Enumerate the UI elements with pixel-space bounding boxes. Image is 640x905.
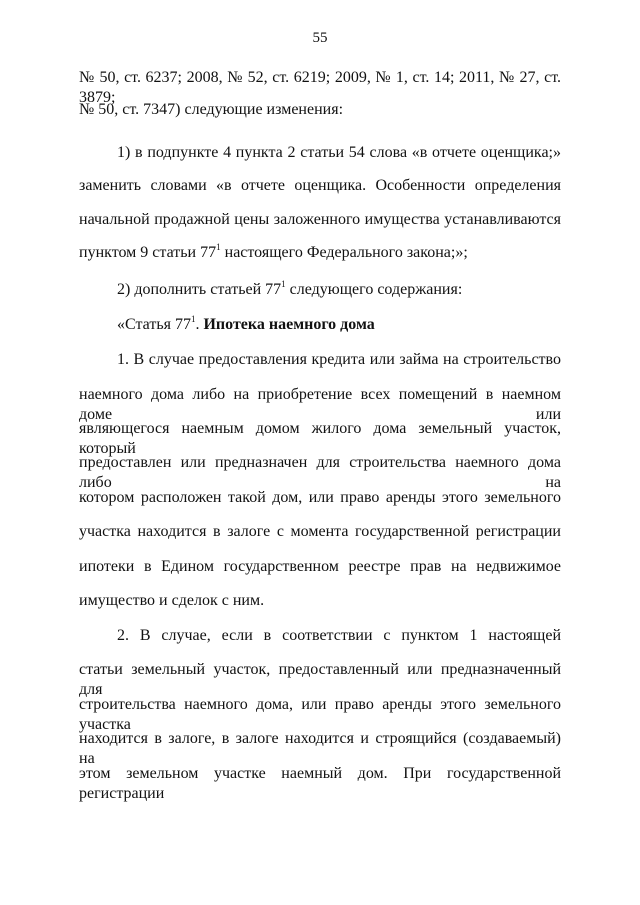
text-line: 1. В случае предоставления кредита или займа на строительство	[117, 351, 561, 368]
text-fragment: следующего содержания:	[285, 281, 463, 298]
text-line: № 50, ст. 7347) следующие изменения:	[79, 101, 344, 118]
page-number: 55	[312, 30, 328, 46]
text-line: начальной продажной цены заложенного имущества устанавливаются	[79, 211, 561, 228]
text-line: ипотеки в Едином государственном реестре прав на недвижимое	[79, 558, 561, 575]
text-line	[79, 243, 561, 263]
superscript: 1	[281, 278, 286, 289]
text-line: статьи земельный участок, предоставленный или предназначенный для	[79, 661, 561, 698]
article-title: Ипотека наемного дома	[203, 316, 375, 333]
text-line: строительства наемного дома, или право аренды этого земельного участка	[79, 696, 561, 733]
text-line: являющегося наемным домом жилого дома земельный участок, который	[79, 420, 561, 457]
text-fragment: «Статья 77	[117, 316, 191, 333]
text-line: предоставлен или предназначен для строительства наемного дома либо на	[79, 454, 561, 491]
text-line: № 50, ст. 6237; 2008, № 52, ст. 6219; 2009, № 1, ст. 14; 2011, № 27, ст. 3879;	[79, 69, 561, 106]
superscript: 1	[190, 313, 196, 324]
text-line: этом земельном участке наемный дом. При государственной регистрации	[79, 765, 561, 802]
text-line: 2. В случае, если в соответствии с пунктом 1 настоящей	[117, 627, 561, 644]
text-line: 1) в подпункте 4 пункта 2 статьи 54 слова «в отчете оценщика;»	[117, 144, 561, 161]
text-line: наемного дома либо на приобретение всех помещений в наемном доме или	[79, 386, 561, 423]
text-line: находится в залоге, в залоге находится и строящийся (создаваемый) на	[79, 730, 561, 767]
superscript: 1	[216, 241, 221, 252]
text-fragment: .	[195, 316, 204, 333]
text-fragment: пунктом 9 статьи 77	[79, 244, 217, 261]
article-heading	[117, 315, 561, 335]
text-line	[117, 280, 561, 300]
text-line: имущество и сделок с ним.	[79, 592, 265, 609]
text-line: заменить словами «в отчете оценщика. Особенности определения	[79, 177, 561, 194]
text-fragment: 2) дополнить статьей 77	[117, 281, 282, 298]
text-line: участка находится в залоге с момента государственной регистрации	[79, 523, 561, 540]
text-fragment: настоящего Федерального закона;»;	[220, 244, 468, 261]
text-line: котором расположен такой дом, или право аренды этого земельного	[79, 489, 561, 506]
